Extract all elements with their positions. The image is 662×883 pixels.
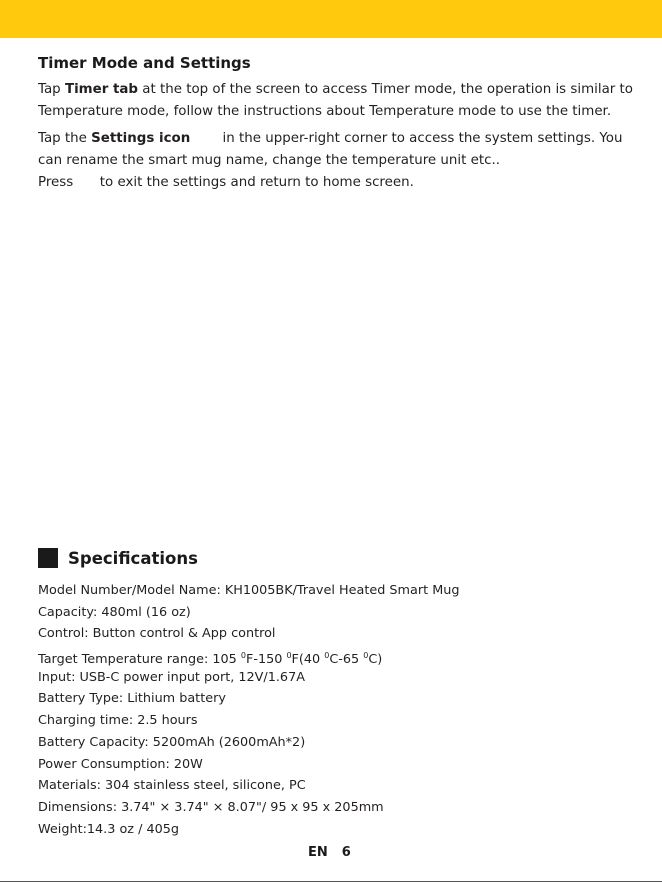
spec-model: Model Number/Model Name: KH1005BK/Travel Heated Smart Mug [38,583,460,598]
spec-target-temperature [38,645,638,667]
footer-language: EN [308,845,328,860]
spec-list [38,580,638,840]
spec-battery-capacity: Battery Capacity: 5200mAh (2600mAh*2) [38,734,306,750]
degree-sup: 0 [363,651,369,661]
spec-materials: Materials: 304 stainless steel, silicone, PC [38,778,306,794]
spec-battery-type: Battery Type: Lithium battery [38,691,226,707]
timer-paragraph [38,79,638,123]
spec-weight: Weight:14.3 oz / 405g [38,821,179,837]
timer-paragraph-rest: at the top of the screen to access Timer mode, the operation is similar to Temperature mode, follow the instructions about Temperature mode to use the timer. [38,82,633,119]
timer-section-title: Timer Mode and Settings [38,54,251,72]
settings-paragraph-rest: in the upper-right corner to access the system settings. You can rename the smart mug name, change the temperature unit etc.. [38,131,623,168]
back-arrow-icon [78,174,96,186]
target-part: C-65 [329,652,364,668]
timer-tab-label: Timer tab [64,82,138,97]
exit-press-text: Press [38,175,74,190]
spec-control: Control: Button control & App control [38,626,276,642]
target-part: F-150 [245,652,287,668]
specifications-heading [38,546,198,570]
square-bullet-icon [38,548,58,568]
page-footer [308,845,351,860]
exit-paragraph-rest: to exit the settings and return to home screen. [99,175,414,190]
target-part: F(40 [291,652,325,668]
spec-charging-time: Charging time: 2.5 hours [38,713,198,729]
spec-power: Power Consumption: 20W [38,756,203,772]
settings-icon-label: Settings icon [91,131,191,146]
exit-paragraph [38,172,638,194]
degree-sup: 0 [286,651,292,661]
degree-sup: 0 [324,651,330,661]
header-bar [0,0,662,38]
target-part: C) [368,652,383,668]
specifications-title: Specifications [68,548,198,568]
bottom-divider [0,881,662,882]
spec-capacity: Capacity: 480ml (16 oz) [38,604,191,620]
settings-paragraph [38,128,638,172]
page-number: 6 [341,845,351,860]
degree-sup: 0 [240,651,246,661]
settings-gear-icon [190,130,218,142]
timer-tap-text: Tap [38,82,65,97]
settings-tap-text: Tap the [38,131,92,146]
target-label: Target Temperature range: 105 [38,652,241,668]
spec-input: Input: USB-C power input port, 12V/1.67A [38,669,305,685]
spec-dimensions: Dimensions: 3.74" × 3.74" × 8.07"/ 95 x 95 x 205mm [38,799,384,815]
